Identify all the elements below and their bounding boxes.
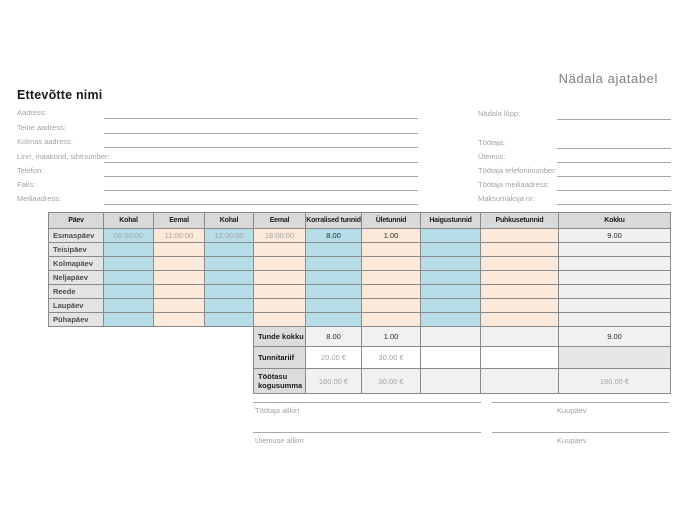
time-in-cell[interactable] [104, 299, 154, 313]
summary-label: Tunnitariif [254, 347, 306, 369]
day-label: Reede [49, 285, 104, 299]
sick-pay-cell [421, 369, 481, 394]
summary-row-hourly-rate [254, 347, 671, 369]
regular-hours-cell[interactable] [306, 271, 362, 285]
taxpayer-id-input-line[interactable] [557, 204, 671, 205]
timesheet-table [48, 212, 671, 327]
summary-row-total-hours [254, 327, 671, 347]
vacation-hours-cell[interactable] [481, 243, 559, 257]
vacation-pay-cell [481, 369, 559, 394]
column-header-time-in2: Kohal [205, 213, 254, 229]
table-row-monday [49, 229, 671, 243]
time-in-cell[interactable] [205, 257, 254, 271]
overtime-pay-cell: 30.00 € [362, 369, 421, 394]
vacation-hours-cell[interactable] [481, 229, 559, 243]
time-out-cell[interactable] [154, 299, 205, 313]
vacation-hours-cell[interactable] [481, 271, 559, 285]
table-row-thursday [49, 271, 671, 285]
time-in-cell[interactable] [104, 285, 154, 299]
field-address [17, 106, 418, 119]
time-out-cell[interactable] [254, 243, 306, 257]
time-out-cell[interactable]: 18:00:00 [254, 229, 306, 243]
column-header-time-out: Eemal [154, 213, 205, 229]
day-label: Neljapäev [49, 271, 104, 285]
field-label: Aadress: [17, 108, 47, 117]
field-fax [17, 178, 418, 191]
field-label: Ülemus: [478, 152, 506, 161]
vacation-hours-cell[interactable] [481, 299, 559, 313]
table-row-tuesday [49, 243, 671, 257]
time-in-cell[interactable] [104, 257, 154, 271]
day-label: Kolmapäev [49, 257, 104, 271]
time-in-cell[interactable] [104, 271, 154, 285]
total-cell [559, 313, 671, 327]
summary-label: Töötasu kogusumma [254, 369, 306, 394]
day-label: Laupäev [49, 299, 104, 313]
sick-rate-cell[interactable] [421, 347, 481, 369]
total-cell: 9.00 [559, 229, 671, 243]
field-address2 [17, 121, 418, 134]
employee-email-input-line[interactable] [557, 190, 671, 191]
time-in-cell[interactable]: 12:00:00 [205, 229, 254, 243]
total-regular-hours: 8.00 [306, 327, 362, 347]
time-out-cell[interactable] [254, 299, 306, 313]
overtime-cell[interactable]: 1.00 [362, 229, 421, 243]
day-label: Pühapäev [49, 313, 104, 327]
field-taxpayer-id [478, 192, 671, 205]
summary-label: Tunde kokku [254, 327, 306, 347]
signature-label: Ülemuse allkiri [255, 436, 304, 445]
time-out-cell[interactable] [154, 257, 205, 271]
field-label: Töötaja telefoninumber: [478, 166, 557, 175]
rate-total-cell [559, 347, 671, 369]
overtime-cell[interactable] [362, 243, 421, 257]
table-header-row [49, 213, 671, 229]
total-cell [559, 299, 671, 313]
field-label: Telefon: [17, 166, 44, 175]
time-out-cell[interactable] [154, 271, 205, 285]
address2-input-line[interactable] [104, 133, 418, 134]
field-city-zip [17, 150, 418, 163]
total-sick-hours [421, 327, 481, 347]
date-label: Kuupäev [557, 406, 587, 415]
employee-signature-row [253, 402, 671, 420]
vacation-hours-cell[interactable] [481, 313, 559, 327]
day-label: Teisipäev [49, 243, 104, 257]
grand-total-pay-cell: 190.00 € [559, 369, 671, 394]
time-in-cell[interactable] [205, 271, 254, 285]
field-label: Teine aadress: [17, 123, 66, 132]
employee-input-line[interactable] [557, 148, 671, 149]
vacation-hours-cell[interactable] [481, 285, 559, 299]
manager-input-line[interactable] [557, 162, 671, 163]
time-out-cell[interactable] [254, 271, 306, 285]
total-cell [559, 285, 671, 299]
regular-hours-cell[interactable] [306, 299, 362, 313]
time-in-cell[interactable]: 08:00:00 [104, 229, 154, 243]
time-out-cell[interactable] [154, 285, 205, 299]
field-label: Meiliaadress: [17, 194, 62, 203]
table-row-wednesday [49, 257, 671, 271]
total-cell [559, 243, 671, 257]
regular-hours-cell[interactable] [306, 243, 362, 257]
signature-label: Töötaja allkiri [255, 406, 300, 415]
field-week-ending [478, 107, 671, 120]
time-out-cell[interactable] [254, 313, 306, 327]
time-out-cell[interactable] [154, 243, 205, 257]
fax-input-line[interactable] [104, 190, 418, 191]
sick-hours-cell[interactable] [421, 257, 481, 271]
sick-hours-cell[interactable] [421, 271, 481, 285]
date-label: Kuupäev [557, 436, 587, 445]
time-out-cell[interactable]: 11:00:00 [154, 229, 205, 243]
column-header-total: Kokku [559, 213, 671, 229]
overtime-cell[interactable] [362, 257, 421, 271]
field-label: Linn, maakond, sihtnumber: [17, 152, 110, 161]
column-header-time-out2: Eemal [254, 213, 306, 229]
field-label: Faks: [17, 180, 36, 189]
field-label: Töötaja: [478, 138, 506, 147]
field-address3 [17, 135, 418, 148]
time-out-cell[interactable] [154, 313, 205, 327]
field-phone [17, 164, 418, 177]
total-cell [559, 271, 671, 285]
field-label: Nädala lõpp: [478, 109, 521, 118]
summary-table [253, 326, 671, 394]
overtime-rate-cell[interactable]: 30.00 € [362, 347, 421, 369]
manager-signature-row [253, 432, 671, 450]
manager-signature-line[interactable] [253, 432, 481, 433]
total-overtime-hours: 1.00 [362, 327, 421, 347]
field-label: Maksumaksja nr: [478, 194, 535, 203]
address3-input-line[interactable] [104, 147, 418, 148]
regular-hours-cell[interactable] [306, 285, 362, 299]
time-in-cell[interactable] [104, 243, 154, 257]
time-in-cell[interactable] [104, 313, 154, 327]
sick-hours-cell[interactable] [421, 243, 481, 257]
time-in-cell[interactable] [205, 313, 254, 327]
field-label: Kolmas aadress: [17, 137, 73, 146]
table-row-saturday [49, 299, 671, 313]
week-ending-input-line[interactable] [557, 119, 671, 120]
sick-hours-cell[interactable] [421, 229, 481, 243]
column-header-sick-hours: Haigustunnid [421, 213, 481, 229]
field-manager [478, 150, 671, 163]
time-out-cell[interactable] [254, 257, 306, 271]
vacation-rate-cell[interactable] [481, 347, 559, 369]
manager-date-line[interactable] [492, 432, 669, 433]
field-email [17, 192, 418, 205]
field-label: Töötaja meiliaadress: [478, 180, 550, 189]
summary-row-total-pay [254, 369, 671, 394]
email-input-line[interactable] [104, 204, 418, 205]
vacation-hours-cell[interactable] [481, 257, 559, 271]
table-row-sunday [49, 313, 671, 327]
table-row-friday [49, 285, 671, 299]
field-employee [478, 136, 671, 149]
regular-pay-cell: 160.00 € [306, 369, 362, 394]
sick-hours-cell[interactable] [421, 299, 481, 313]
field-employee-phone [478, 164, 671, 177]
company-name[interactable]: Ettevõtte nimi [17, 88, 103, 102]
time-in-cell[interactable] [205, 285, 254, 299]
regular-rate-cell[interactable]: 20.00 € [306, 347, 362, 369]
overtime-cell[interactable] [362, 271, 421, 285]
field-employee-email [478, 178, 671, 191]
time-out-cell[interactable] [254, 285, 306, 299]
column-header-vacation-hours: Puhkusetunnid [481, 213, 559, 229]
column-header-day: Päev [49, 213, 104, 229]
sick-hours-cell[interactable] [421, 313, 481, 327]
phone-input-line[interactable] [104, 176, 418, 177]
sick-hours-cell[interactable] [421, 285, 481, 299]
employee-phone-input-line[interactable] [557, 176, 671, 177]
grand-total-hours: 9.00 [559, 327, 671, 347]
page-title: Nädala ajatabel [558, 71, 658, 86]
column-header-regular-hours: Korralised tunnid [306, 213, 362, 229]
time-in-cell[interactable] [205, 243, 254, 257]
column-header-overtime: Ületunnid [362, 213, 421, 229]
overtime-cell[interactable] [362, 313, 421, 327]
city-zip-input-line[interactable] [104, 162, 418, 163]
overtime-cell[interactable] [362, 285, 421, 299]
total-cell [559, 257, 671, 271]
employee-date-line[interactable] [492, 402, 669, 403]
regular-hours-cell[interactable]: 8.00 [306, 229, 362, 243]
column-header-time-in: Kohal [104, 213, 154, 229]
employee-signature-line[interactable] [253, 402, 481, 403]
address-input-line[interactable] [104, 118, 418, 119]
overtime-cell[interactable] [362, 299, 421, 313]
total-vacation-hours [481, 327, 559, 347]
day-label: Esmaspäev [49, 229, 104, 243]
regular-hours-cell[interactable] [306, 257, 362, 271]
time-in-cell[interactable] [205, 299, 254, 313]
regular-hours-cell[interactable] [306, 313, 362, 327]
